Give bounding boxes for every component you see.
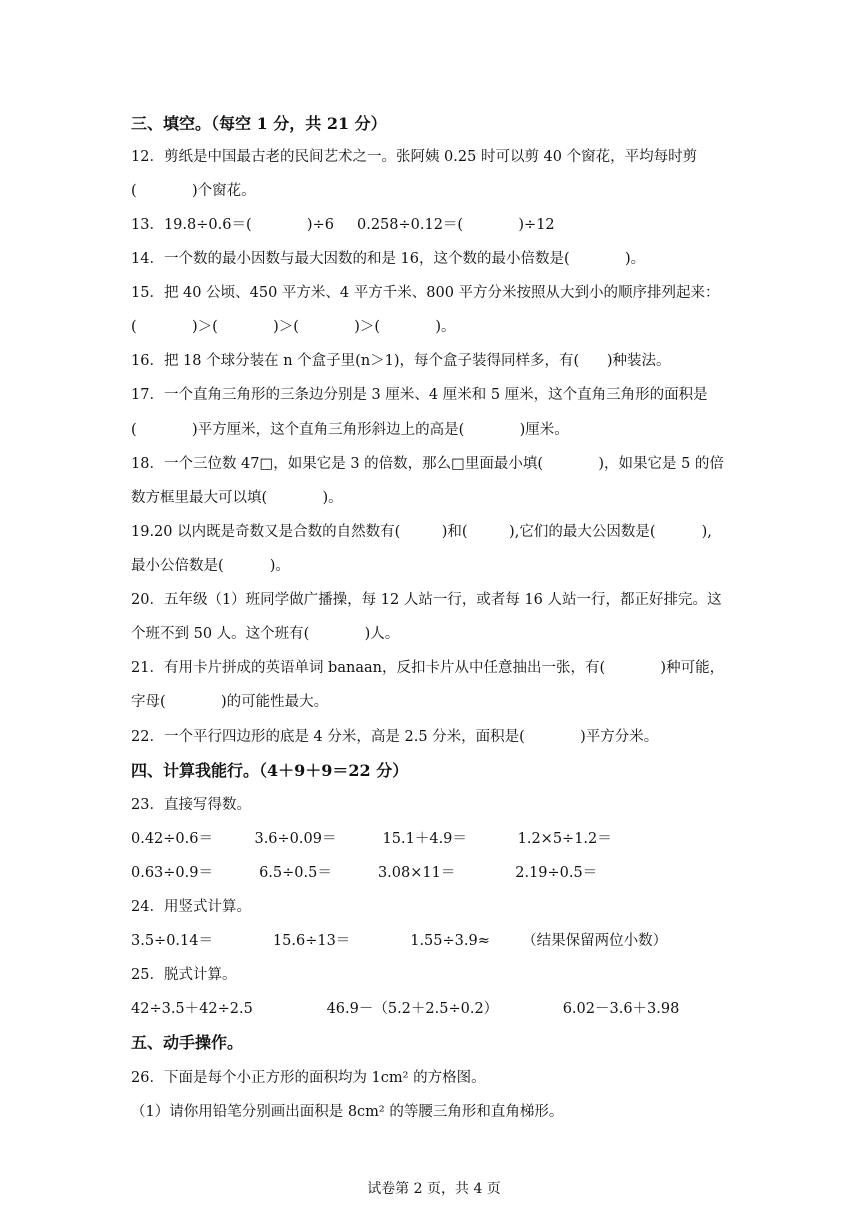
question-12-line-1: 12．剪纸是中国最古老的民间艺术之一。张阿姨 0.25 时可以剪 40 个窗花，平均每时剪 xyxy=(131,149,698,165)
question-18-line-1: 18．一个三位数 47□，如果它是 3 的倍数，那么□里面最小填( )，如果它是 5 的倍 xyxy=(131,456,724,472)
question-15-line-1: 15．把 40 公顷、450 平方米、4 平方千米、800 平方分米按照从大到小的顺序排列起来： xyxy=(131,285,720,301)
question-19-line-2: 最小公倍数是( )。 xyxy=(131,558,290,574)
question-23-row-1: 0.42÷0.6＝ 3.6÷0.09＝ 15.1＋4.9＝ 1.2×5÷1.2＝ xyxy=(131,831,612,847)
section-5-title: 五、动手操作。 xyxy=(131,1033,244,1052)
question-18-line-2: 数方框里最大可以填( )。 xyxy=(131,490,343,506)
question-23: 23．直接写得数。 xyxy=(131,797,251,813)
question-21-line-1: 21．有用卡片拼成的英语单词 banaan，反扣卡片从中任意抽出一张，有( )种可能， xyxy=(131,660,725,676)
question-12-line-2: ( )个窗花。 xyxy=(131,183,256,199)
question-15-line-2: ( )＞( )＞( )＞( )。 xyxy=(131,319,456,335)
question-26: 26．下面是每个小正方形的面积均为 1cm² 的方格图。 xyxy=(131,1070,486,1086)
question-24: 24．用竖式计算。 xyxy=(131,899,251,915)
question-24-row: 3.5÷0.14＝ 15.6÷13＝ 1.55÷3.9≈ （结果保留两位小数） xyxy=(131,933,668,949)
question-26-part-1: （1）请你用铅笔分别画出面积是 8cm² 的等腰三角形和直角梯形。 xyxy=(131,1104,564,1120)
question-13: 13．19.8÷0.6＝( )÷6 0.258÷0.12＝( )÷12 xyxy=(131,217,555,233)
page-footer: 试卷第 2 页，共 4 页 xyxy=(367,1181,501,1197)
question-21-line-2: 字母( )的可能性最大。 xyxy=(131,694,329,710)
question-17-line-2: ( )平方厘米，这个直角三角形斜边上的高是( )厘米。 xyxy=(131,422,569,438)
section-4-title: 四、计算我能行。（4＋9＋9＝22 分） xyxy=(131,761,409,780)
question-25-row: 42÷3.5＋42÷2.5 46.9－（5.2＋2.5÷0.2） 6.02－3.6＋3.98 xyxy=(131,1001,680,1017)
question-17-line-1: 17．一个直角三角形的三条边分别是 3 厘米、4 厘米和 5 厘米，这个直角三角形的面积是 xyxy=(131,387,708,403)
question-23-row-2: 0.63÷0.9＝ 6.5÷0.5＝ 3.08×11＝ 2.19÷0.5＝ xyxy=(131,865,598,881)
question-25: 25．脱式计算。 xyxy=(131,967,237,983)
question-20-line-1: 20．五年级（1）班同学做广播操，每 12 人站一行，或者每 16 人站一行，都正好排完。这 xyxy=(131,592,722,608)
question-20-line-2: 个班不到 50 人。这个班有( )人。 xyxy=(131,626,400,642)
question-19-line-1: 19.20 以内既是奇数又是合数的自然数有( )和( ),它们的最大公因数是( ), xyxy=(131,524,712,540)
question-22: 22．一个平行四边形的底是 4 分米，高是 2.5 分米，面积是( )平方分米。 xyxy=(131,729,659,745)
question-14: 14．一个数的最小因数与最大因数的和是 16，这个数的最小倍数是( )。 xyxy=(131,251,646,267)
question-16: 16．把 18 个球分装在 n 个盒子里(n＞1)，每个盒子装得同样多，有( )种装法。 xyxy=(131,353,671,369)
section-3-title: 三、填空。（每空 1 分，共 21 分） xyxy=(131,114,387,133)
